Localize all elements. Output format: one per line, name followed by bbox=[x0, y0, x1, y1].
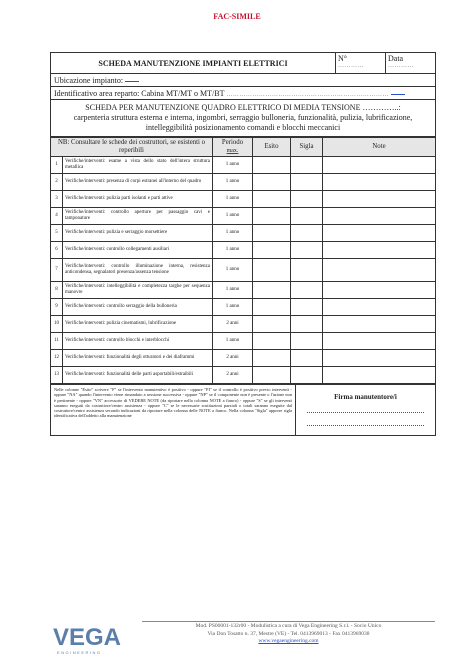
row-number: 5 bbox=[51, 225, 63, 242]
note-cell[interactable] bbox=[323, 157, 436, 174]
sigla-cell[interactable] bbox=[291, 350, 323, 367]
legend-text: Nelle colonne "Esito" scrivere "F" se l'intervento manutentivo è positivo - oppure "PI" se il controllo è positivo previo interventi - oppure "NA" quando l'intervento viene rimandato a sessione successiva - oppure "NP" se il componente non è presente o l'azione non è pertinente - oppure "VN" accessorie di VEDERE NOTE (da riportare nella colonna NOTE a fianco) - oppure "S" se gli interventi saranno eseguiti da costruttore/centro assistenza - oppure "C" se le necessarie sostituzioni parziali o totali saranno eseguite dal costruttore/centro assistenza secondo indicazioni da riportare nella colonna delle NOTE a fianco. Nella colonna "Sigla" apporre sigla identificativa dell'addetto alla manutenzione bbox=[51, 385, 296, 436]
row-period: 1 anno bbox=[213, 225, 253, 242]
row-description: Verifiche/interventi: controllo serraggio della bulloneria bbox=[63, 299, 213, 316]
table-row bbox=[51, 174, 436, 191]
sigla-cell[interactable] bbox=[291, 299, 323, 316]
legend-table bbox=[50, 384, 436, 436]
note-cell[interactable] bbox=[323, 242, 436, 259]
identificativo-label: Identificativo area reparto: Cabina MT/MT o MT/BT bbox=[54, 88, 225, 98]
row-period: 1 anno bbox=[213, 259, 253, 282]
note-cell[interactable] bbox=[323, 350, 436, 367]
row-number: 2 bbox=[51, 174, 63, 191]
identificativo-row[interactable] bbox=[51, 87, 436, 100]
subheader bbox=[51, 100, 436, 137]
esito-cell[interactable] bbox=[253, 259, 291, 282]
esito-cell[interactable] bbox=[253, 316, 291, 333]
note-cell[interactable] bbox=[323, 282, 436, 299]
esito-cell[interactable] bbox=[253, 333, 291, 350]
esito-cell[interactable] bbox=[253, 299, 291, 316]
esito-cell[interactable] bbox=[253, 225, 291, 242]
sigla-cell[interactable] bbox=[291, 157, 323, 174]
date-label: Data bbox=[388, 54, 404, 63]
footer bbox=[142, 623, 435, 646]
footer-line-2: Via Don Tosatto n. 37, Mestre (VE) - Tel. 0413969013 - Fax 0413969038 bbox=[207, 630, 370, 637]
sigla-cell[interactable] bbox=[291, 242, 323, 259]
esito-cell[interactable] bbox=[253, 208, 291, 225]
header-periodo bbox=[213, 138, 253, 157]
row-period: 2 anni bbox=[213, 316, 253, 333]
row-description: Verifiche/interventi: controllo aperture per passaggio cavi e tamponature bbox=[63, 208, 213, 225]
row-description: Verifiche/interventi: controllo illuminazione interna, resistenza anticondensa, segnalatori presenza/assenza tensione bbox=[63, 259, 213, 282]
row-description: Verifiche/interventi: funzionalità degli otturatori e dei diaframmi bbox=[63, 350, 213, 367]
sheet-title: SCHEDA MANUTENZIONE IMPIANTI ELETTRICI bbox=[51, 53, 336, 74]
vega-logo bbox=[53, 620, 123, 658]
sigla-cell[interactable] bbox=[291, 225, 323, 242]
row-number: 3 bbox=[51, 191, 63, 208]
note-cell[interactable] bbox=[323, 174, 436, 191]
row-number: 6 bbox=[51, 242, 63, 259]
row-number: 1 bbox=[51, 157, 63, 174]
row-description: Verifiche/interventi: controllo blocchi e interblocchi bbox=[63, 333, 213, 350]
row-number: 11 bbox=[51, 333, 63, 350]
header-esito: Esito bbox=[253, 138, 291, 157]
footer-website-link[interactable]: www.vegaengineering.com bbox=[258, 638, 319, 644]
note-cell[interactable] bbox=[323, 299, 436, 316]
number-dots: ………… bbox=[338, 63, 364, 69]
number-field[interactable] bbox=[336, 53, 386, 74]
checklist-table bbox=[50, 137, 436, 384]
ubicazione-label: Ubicazione impianto: bbox=[54, 75, 124, 85]
number-label: N° bbox=[338, 54, 347, 63]
table-row bbox=[51, 367, 436, 384]
row-description: Verifiche/interventi: presenza di corpi estranei all'interno del quadro bbox=[63, 174, 213, 191]
table-row bbox=[51, 208, 436, 225]
note-cell[interactable] bbox=[323, 208, 436, 225]
maintenance-sheet bbox=[50, 52, 435, 436]
row-description: Verifiche/interventi: funzionalità delle parti asportabili/estraibili bbox=[63, 367, 213, 384]
header-periodo-label: Periodo bbox=[221, 139, 244, 146]
subheader-line2: carpenteria struttura esterna e interna, ingombri, serraggio bulloneria, funzionalità, pulizia, lubrificazione, intelleggibilità posizionamento comandi e blocchi meccanici bbox=[73, 113, 413, 132]
row-period: 1 anno bbox=[213, 208, 253, 225]
sigla-cell[interactable] bbox=[291, 333, 323, 350]
row-description: Verifiche/interventi: esame a vista dello stato dell'intera struttura metallica bbox=[63, 157, 213, 174]
sigla-cell[interactable] bbox=[291, 316, 323, 333]
row-number: 7 bbox=[51, 259, 63, 282]
note-cell[interactable] bbox=[323, 191, 436, 208]
row-period: 1 anno bbox=[213, 174, 253, 191]
sigla-cell[interactable] bbox=[291, 208, 323, 225]
row-description: Verifiche/interventi: pulizia e serraggio morsettiere bbox=[63, 225, 213, 242]
identificativo-dots: ………………………………………………………………… bbox=[226, 91, 389, 98]
esito-cell[interactable] bbox=[253, 282, 291, 299]
row-number: 9 bbox=[51, 299, 63, 316]
row-number: 10 bbox=[51, 316, 63, 333]
sigla-cell[interactable] bbox=[291, 191, 323, 208]
note-cell[interactable] bbox=[323, 367, 436, 384]
signature-line-2[interactable] bbox=[307, 417, 424, 426]
ubicazione-underline bbox=[125, 80, 139, 82]
signature-line-1[interactable] bbox=[307, 404, 424, 413]
row-description: Verifiche/interventi: pulizia parti isolanti e parti attive bbox=[63, 191, 213, 208]
header-nb: NB: Consultare le schede dei costruttori, se esistenti o reperibili bbox=[51, 138, 213, 157]
row-period: 2 anni bbox=[213, 367, 253, 384]
note-cell[interactable] bbox=[323, 259, 436, 282]
identificativo-underline bbox=[391, 93, 405, 95]
header-sigla: Sigla bbox=[291, 138, 323, 157]
note-cell[interactable] bbox=[323, 333, 436, 350]
ubicazione-row[interactable] bbox=[51, 74, 436, 87]
logo-subtitle: ENGINEERING bbox=[57, 650, 102, 655]
row-period: 2 anni bbox=[213, 350, 253, 367]
esito-cell[interactable] bbox=[253, 242, 291, 259]
footer-divider bbox=[142, 621, 435, 622]
table-row bbox=[51, 191, 436, 208]
table-row bbox=[51, 316, 436, 333]
esito-cell[interactable] bbox=[253, 157, 291, 174]
header-periodo-max: max. bbox=[226, 148, 239, 154]
esito-cell[interactable] bbox=[253, 367, 291, 384]
sigla-cell[interactable] bbox=[291, 174, 323, 191]
sigla-cell[interactable] bbox=[291, 259, 323, 282]
row-period: 1 anno bbox=[213, 333, 253, 350]
row-period: 1 anno bbox=[213, 299, 253, 316]
row-period: 1 anno bbox=[213, 157, 253, 174]
row-period: 1 anno bbox=[213, 191, 253, 208]
checklist-body bbox=[51, 157, 436, 384]
note-cell[interactable] bbox=[323, 316, 436, 333]
row-period: 1 anno bbox=[213, 242, 253, 259]
signature-box[interactable] bbox=[296, 385, 436, 436]
sigla-cell[interactable] bbox=[291, 367, 323, 384]
esito-cell[interactable] bbox=[253, 174, 291, 191]
row-description: Verifiche/interventi: controllo collegamenti ausiliari bbox=[63, 242, 213, 259]
sigla-cell[interactable] bbox=[291, 282, 323, 299]
esito-cell[interactable] bbox=[253, 350, 291, 367]
signature-title: Firma manutentore/i bbox=[334, 393, 397, 401]
table-row bbox=[51, 157, 436, 174]
header-table bbox=[50, 52, 436, 137]
table-row bbox=[51, 242, 436, 259]
row-number: 4 bbox=[51, 208, 63, 225]
row-number: 8 bbox=[51, 282, 63, 299]
header-note: Note bbox=[323, 138, 436, 157]
table-row bbox=[51, 299, 436, 316]
esito-cell[interactable] bbox=[253, 191, 291, 208]
logo-wordmark: VEGA bbox=[53, 624, 122, 651]
row-description: Verifiche/interventi: intelleggibilità e completezza targhe per sequenza manovre bbox=[63, 282, 213, 299]
table-row bbox=[51, 350, 436, 367]
table-row bbox=[51, 225, 436, 242]
date-field[interactable] bbox=[386, 53, 436, 74]
footer-line-1: Mod. PS00001-132r00 - Modulistica a cura di Vega Engineering S.r.l. - Socio Unico bbox=[195, 623, 382, 629]
table-row bbox=[51, 333, 436, 350]
table-row bbox=[51, 259, 436, 282]
row-description: Verifiche/interventi: pulizia cinematismi, lubrificazione bbox=[63, 316, 213, 333]
date-dots: ………… bbox=[388, 63, 414, 69]
row-number: 13 bbox=[51, 367, 63, 384]
table-row bbox=[51, 282, 436, 299]
row-period: 1 anno bbox=[213, 282, 253, 299]
subheader-line1: SCHEDA PER MANUTENZIONE QUADRO ELETTRICO DI MEDIA TENSIONE …………..: bbox=[85, 103, 401, 112]
row-number: 12 bbox=[51, 350, 63, 367]
fac-simile-watermark: FAC-SIMILE bbox=[213, 12, 261, 21]
note-cell[interactable] bbox=[323, 225, 436, 242]
